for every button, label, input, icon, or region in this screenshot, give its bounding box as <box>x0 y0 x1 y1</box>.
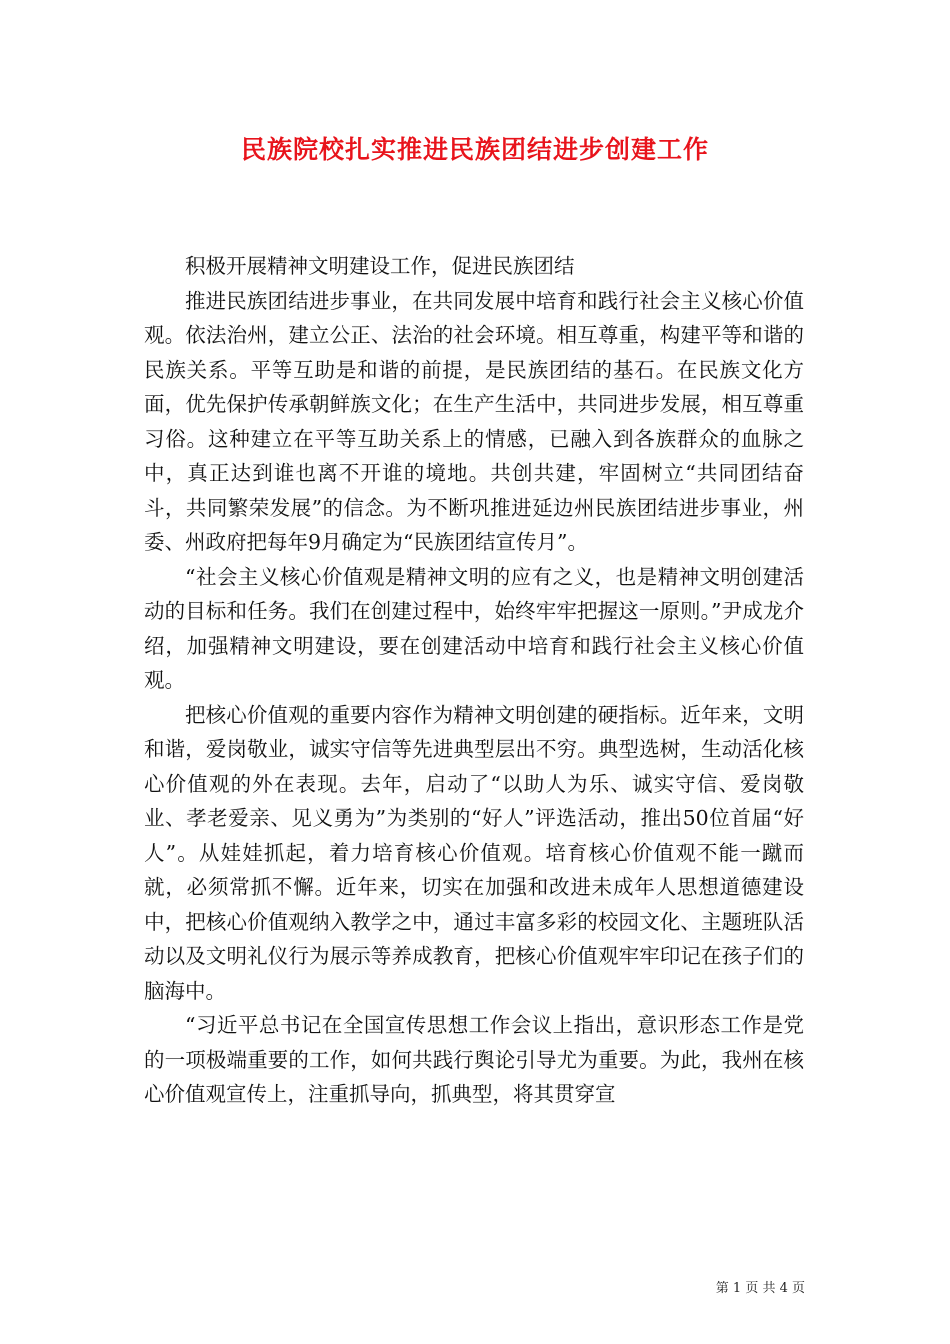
paragraph: 推进民族团结进步事业，在共同发展中培育和践行社会主义核心价值观。依法治州，建立公正、法治的社会环境。相互尊重，构建平等和谐的民族关系。平等互助是和谐的前提，是民族团结的基石。在民族文化方面，优先保护传承朝鲜族文化；在生产生活中，共同进步发展，相互尊重习俗。这种建立在平等互助关系上的情感，已融入到各族群众的血脉之中，真正达到谁也离不开谁的境地。共创共建，牢固树立“共同团结奋斗，共同繁荣发展”的信念。为不断巩推进延边州民族团结进步事业，州委、州政府把每年9月确定为“民族团结宣传月”。 <box>144 288 804 554</box>
paragraph: “社会主义核心价值观是精神文明的应有之义，也是精神文明创建活动的目标和任务。我们在创建过程中，始终牢牢把握这一原则。”尹成龙介绍，加强精神文明建设，要在创建活动中培育和践行社会主义核心价值观。 <box>144 564 804 692</box>
paragraph: 把核心价值观的重要内容作为精神文明创建的硬指标。近年来，文明和谐，爱岗敬业，诚实守信等先进典型层出不穷。典型选树，生动活化核心价值观的外在表现。去年，启动了“以助人为乐、诚实守信、爱岗敬业、孝老爱亲、见义勇为”为类别的“好人”评选活动，推出50位首届“好人”。从娃娃抓起，着力培育核心价值观。培育核心价值观不能一蹴而就，必须常抓不懈。近年来，切实在加强和改进未成年人思想道德建设中，把核心价值观纳入教学之中，通过丰富多彩的校园文化、主题班队活动以及文明礼仪行为展示等养成教育，把核心价值观牢牢印记在孩子们的脑海中。 <box>144 702 804 1003</box>
paragraph-subheading: 积极开展精神文明建设工作，促进民族团结 <box>185 254 575 278</box>
paragraph: “习近平总书记在全国宣传思想工作会议上指出，意识形态工作是党的一项极端重要的工作，如何共践行舆论引导尤为重要。为此，我州在核心价值观宣传上，注重抓导向，抓典型，将其贯穿宣 <box>144 1013 804 1106</box>
document-title: 民族院校扎实推进民族团结进步创建工作 <box>240 135 709 164</box>
document-body <box>144 249 804 1112</box>
page-number-footer: 第 1 页 共 4 页 <box>715 1281 805 1296</box>
